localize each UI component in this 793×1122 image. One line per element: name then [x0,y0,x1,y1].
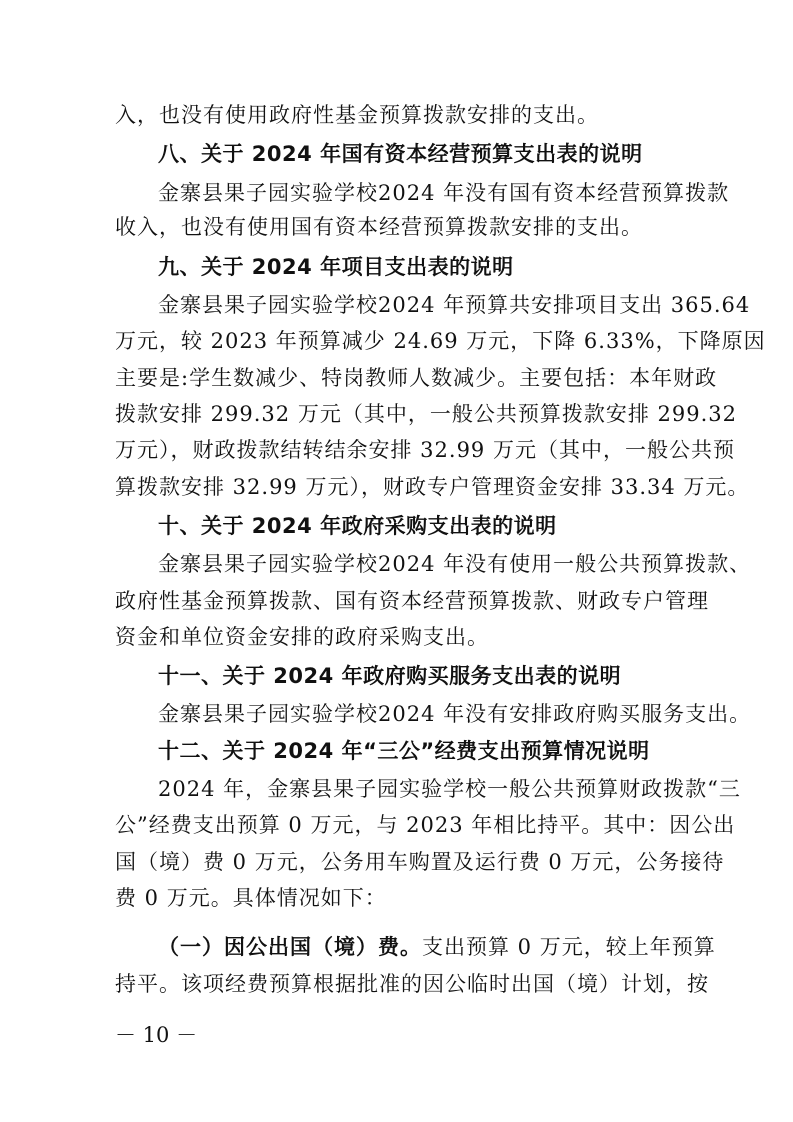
section-heading-10: 十、关于 2024 年政府采购支出表的说明 [158,514,557,538]
body-line: 国（境）费 0 万元，公务用车购置及运行费 0 万元，公务接待 [115,850,725,874]
body-line: 万元，较 2023 年预算减少 24.69 万元，下降 6.33%，下降原因 [115,329,766,353]
body-line: 持平。该项经费预算根据批准的因公临时出国（境）计划，按 [115,972,709,996]
body-line: 万元），财政拨款结转结余安排 32.99 万元（其中，一般公共预 [115,438,735,462]
section-heading-11: 十一、关于 2024 年政府购买服务支出表的说明 [158,664,622,688]
subsection-heading: （一）因公出国（境）费。 [158,935,422,959]
body-line: 算拨款安排 32.99 万元），财政专户管理资金安排 33.34 万元。 [115,475,750,499]
body-line: 入，也没有使用政府性基金预算拨款安排的支出。 [115,103,599,127]
body-line: 主要是:学生数减少、特岗教师人数减少。主要包括：本年财政 [115,366,718,390]
section-heading-9: 九、关于 2024 年项目支出表的说明 [158,255,514,279]
body-line: 金寨县果子园实验学校2024 年没有使用一般公共预算拨款、 [158,552,752,576]
body-line: 公”经费支出预算 0 万元，与 2023 年相比持平。其中：因公出 [115,813,736,837]
section-heading-12: 十二、关于 2024 年“三公”经费支出预算情况说明 [158,739,650,763]
body-line: 费 0 万元。具体情况如下： [115,886,387,910]
body-line: 金寨县果子园实验学校2024 年没有国有资本经营预算拨款 [158,181,730,205]
section-heading-8: 八、关于 2024 年国有资本经营预算支出表的说明 [158,142,643,166]
body-line: 政府性基金预算拨款、国有资本经营预算拨款、财政专户管理 [115,589,709,613]
body-line: 资金和单位资金安排的政府采购支出。 [115,625,489,649]
body-line: 收入，也没有使用国有资本经营预算拨款安排的支出。 [115,215,643,239]
subsection-line [158,932,716,962]
body-line: 金寨县果子园实验学校2024 年预算共安排项目支出 365.64 [158,293,751,317]
body-line: 2024 年，金寨县果子园实验学校一般公共预算财政拨款“三 [158,777,741,801]
subsection-text: 支出预算 0 万元，较上年预算 [422,935,716,959]
page-number: － 10 － [115,1023,198,1047]
body-line: 拨款安排 299.32 万元（其中，一般公共预算拨款安排 299.32 [115,402,737,426]
body-line: 金寨县果子园实验学校2024 年没有安排政府购买服务支出。 [158,702,752,726]
